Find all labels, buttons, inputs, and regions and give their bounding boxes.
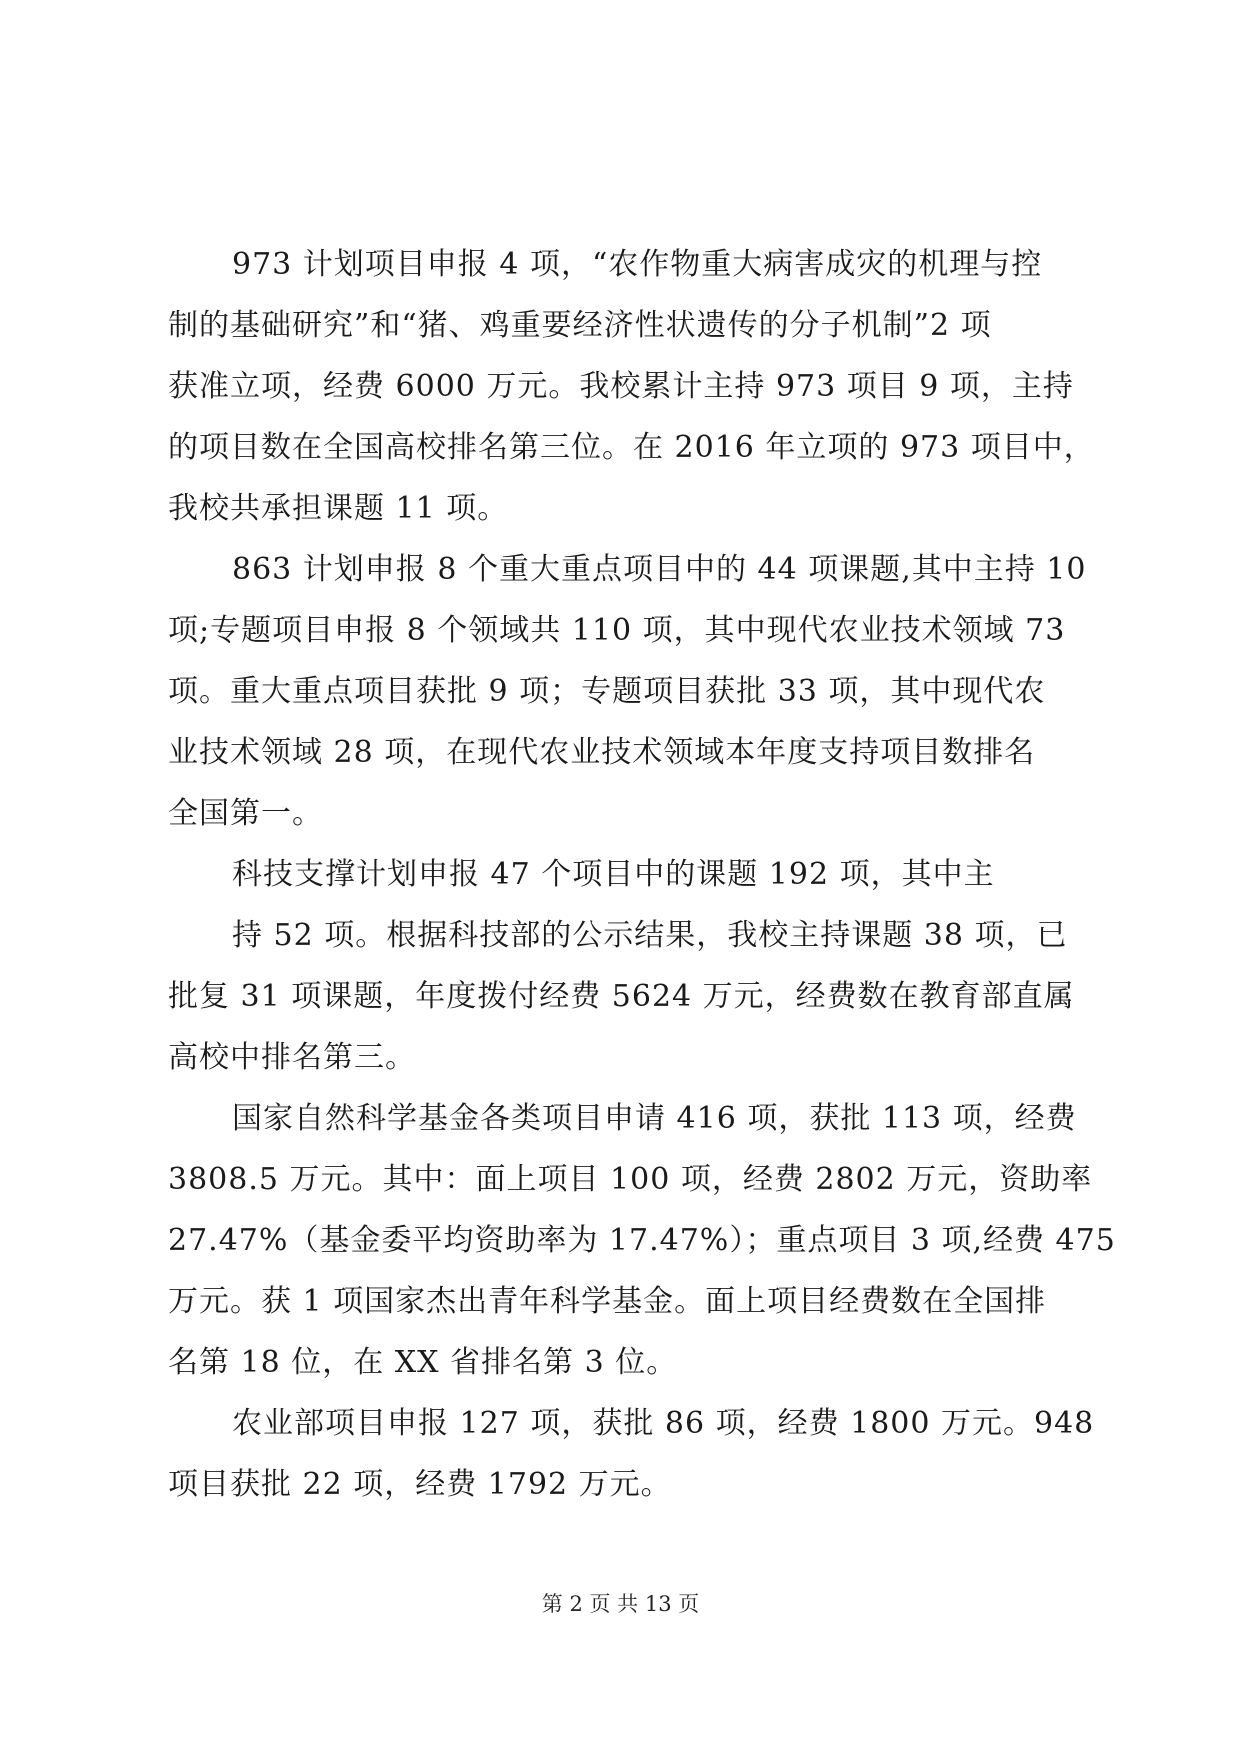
text-line: 863 计划申报 8 个重大重点项目中的 44 项课题,其中主持 10 (232, 552, 1087, 587)
text-line: 973 计划项目申报 4 项，“农作物重大病害成灾的机理与控 (232, 247, 1043, 282)
text-line: 批复 31 项课题，年度拨付经费 5624 万元，经费数在教育部直属 (168, 979, 1075, 1014)
text-line: 获准立项，经费 6000 万元。我校累计主持 973 项目 9 项，主持 (168, 369, 1074, 404)
paragraph (168, 234, 1095, 539)
paragraph (168, 1393, 1095, 1515)
text-line: 的项目数在全国高校排名第三位。在 2016 年立项的 973 项目中， (168, 430, 1095, 465)
text-line: 业技术领域 28 项，在现代农业技术领域本年度支持项目数排名 (168, 735, 1036, 770)
text-line: 27.47%（基金委平均资助率为 17.47%）；重点项目 3 项,经费 475 (168, 1223, 1116, 1258)
text-line: 持 52 项。根据科技部的公示结果，我校主持课题 38 项，已 (232, 918, 1068, 953)
document-body (168, 234, 1116, 1515)
text-line: 万元。获 1 项国家杰出青年科学基金。面上项目经费数在全国排 (168, 1284, 1047, 1319)
paragraph (168, 539, 1086, 844)
text-line: 项。重大重点项目获批 9 项；专题项目获批 33 项，其中现代农 (168, 674, 1046, 709)
text-line: 科技支撑计划申报 47 个项目中的课题 192 项，其中主 (232, 857, 995, 892)
text-line: 项;专题项目申报 8 个领域共 110 项，其中现代农业技术领域 73 (168, 613, 1066, 648)
text-line: 3808.5 万元。其中：面上项目 100 项，经费 2802 万元，资助率 (168, 1162, 1093, 1197)
text-line: 我校共承担课题 11 项。 (168, 491, 509, 526)
text-line: 项目获批 22 项，经费 1792 万元。 (168, 1467, 672, 1502)
text-line: 制的基础研究”和“猪、鸡重要经济性状遗传的分子机制”2 项 (168, 308, 992, 343)
page-number-footer: 第 2 页 共 13 页 (541, 1592, 700, 1616)
text-line: 国家自然科学基金各类项目申请 416 项，获批 113 项，经费 (232, 1101, 1077, 1136)
paragraph (168, 1088, 1116, 1393)
text-line: 全国第一。 (168, 796, 323, 831)
text-line: 农业部项目申报 127 项，获批 86 项，经费 1800 万元。948 (232, 1406, 1095, 1441)
text-line: 名第 18 位，在 XX 省排名第 3 位。 (168, 1345, 678, 1380)
text-line: 高校中排名第三。 (168, 1040, 416, 1075)
paragraph (168, 844, 1086, 1088)
